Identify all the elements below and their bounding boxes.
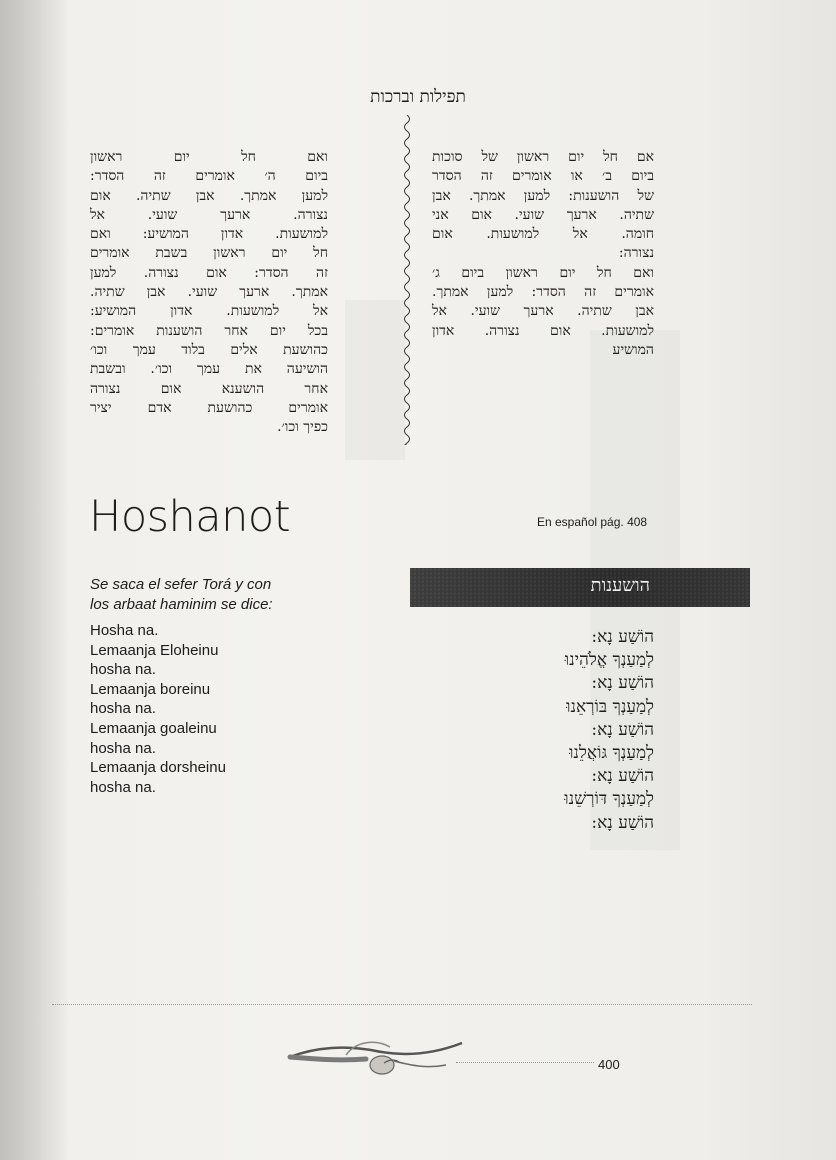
transliteration-line: hosha na. xyxy=(90,661,156,679)
hebrew-verses-block xyxy=(540,626,654,835)
hebrew-verse-line: לְמַעַנְךָ אֱלֹהֵינוּ xyxy=(564,650,654,671)
binding-shadow xyxy=(0,0,70,1160)
instruction-line: ביום ה׳ אומרים זה הסדר: xyxy=(90,168,328,185)
instruction-line: בכל יום אחר הושענות אומרים: xyxy=(90,322,328,339)
instruction-line: נצורה. ארעך שועי. אל xyxy=(90,206,328,223)
hebrew-verse-line: הוֹשַׁע נָא: xyxy=(591,719,654,740)
instruction-line: אומרים זה הסדר: למען אמתך. xyxy=(432,284,654,301)
lulav-ornament-icon xyxy=(286,1035,466,1081)
transliteration-line: hosha na. xyxy=(90,778,156,796)
transliteration-line: Hosha na. xyxy=(90,622,159,639)
instruction-line: אמתך. ארעך שועי. אבן שתיה. xyxy=(90,284,328,301)
footer-rule xyxy=(52,1004,752,1005)
instruction-line: זה הסדר: אום נצורה. למען xyxy=(90,264,328,281)
instruction-line: למען אמתך. אבן שתיה. אום xyxy=(90,187,328,204)
instruction-line: חומה. אל למושעות. אום xyxy=(432,226,654,243)
running-head: תפילות וברכות xyxy=(370,87,466,107)
show-through-block xyxy=(345,300,405,460)
section-header-label: הושענות xyxy=(590,575,650,596)
instruction-line: אחר הושענא אום נצורה xyxy=(90,380,328,397)
instruction-line: los arbaat haminim se dice: xyxy=(90,595,273,613)
left-instruction-column xyxy=(90,148,328,437)
transliteration-line: hosha na. xyxy=(90,739,156,757)
transliteration-line: Lemaanja dorsheinu xyxy=(90,759,226,777)
instruction-line: המושיע xyxy=(612,341,654,358)
instruction-line: נצורה: xyxy=(618,245,654,262)
right-instruction-column xyxy=(432,148,654,360)
instruction-line: כהושעת אלים בלוד עמך וכו׳ xyxy=(90,341,328,358)
transliteration-line: Lemaanja goaleinu xyxy=(90,719,217,737)
transliteration-block xyxy=(90,621,340,797)
page-number-leader xyxy=(456,1062,594,1063)
page-number: 400 xyxy=(598,1057,620,1072)
instruction-line: ואם חל יום ראשון xyxy=(90,149,328,165)
instruction-line: אל למושעות. אדון המושיע: xyxy=(90,303,328,320)
section-header-bar xyxy=(410,568,750,607)
instruction-line: כפיך וכו׳. xyxy=(277,419,328,436)
instruction-line: חל יום ראשון בשבת אומרים xyxy=(90,245,328,262)
wavy-column-divider xyxy=(400,115,414,445)
hebrew-verse-line: לְמַעַנְךָ דּוֹרְשֵׁנוּ xyxy=(564,789,654,810)
instruction-text xyxy=(90,575,340,614)
instruction-line: שתיה. ארעך שועי. אום אני xyxy=(432,206,654,223)
spanish-page-reference: En español pág. 408 xyxy=(537,515,648,529)
transliteration-line: Lemaanja Eloheinu xyxy=(90,641,219,659)
instruction-line: הושיעה את עמך וכו׳. ובשבת xyxy=(90,361,328,378)
hebrew-verse-line: הוֹשַׁע נָא: xyxy=(591,812,654,833)
section-title: Hoshanot xyxy=(89,492,291,542)
instruction-line: Se saca el sefer Torá y con xyxy=(90,576,272,593)
instruction-line: למושעות. אדון המושיע: ואם xyxy=(90,226,328,243)
instruction-line: אבן שתיה. ארעך שועי. אל xyxy=(432,303,654,320)
instruction-line: של הושענות: למען אמתך. אבן xyxy=(432,187,654,204)
hebrew-verse-line: לְמַעַנְךָ גּוֹאֲלֵנוּ xyxy=(569,743,654,764)
instruction-line: למושעות. אום נצורה. אדון xyxy=(432,322,654,339)
transliteration-line: Lemaanja boreinu xyxy=(90,680,211,698)
instruction-line: אם חל יום ראשון של סוכות xyxy=(432,149,654,165)
transliteration-line: hosha na. xyxy=(90,700,156,718)
hebrew-verse-line: הוֹשַׁע נָא: xyxy=(591,673,654,694)
instruction-line: ביום ב׳ או אומרים זה הסדר xyxy=(432,168,654,185)
instruction-line: אומרים כהושעת אדם יציר xyxy=(90,399,328,416)
instruction-line: ואם חל יום ראשון ביום ג׳ xyxy=(432,264,654,281)
hebrew-verse-line: הוֹשַׁע נָא: xyxy=(591,627,654,647)
hebrew-verse-line: לְמַעַנְךָ בּוֹרְאֵנוּ xyxy=(566,696,654,717)
hebrew-verse-line: הוֹשַׁע נָא: xyxy=(591,766,654,787)
